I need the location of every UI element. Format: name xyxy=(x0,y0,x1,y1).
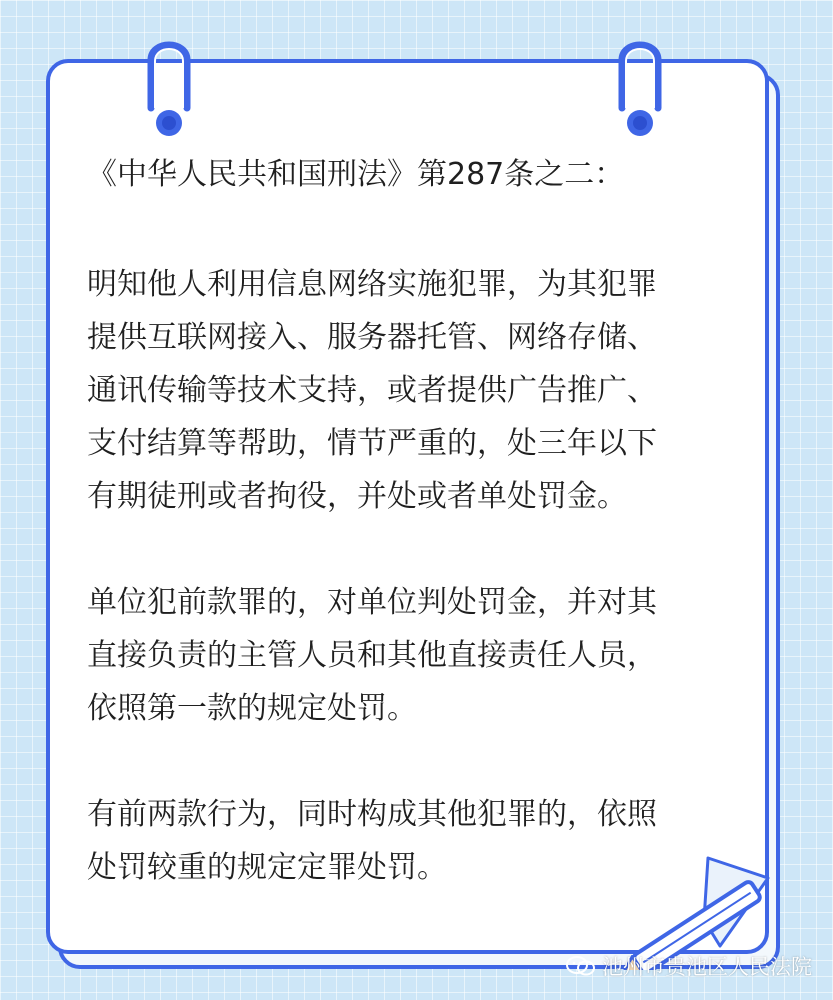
text-line: 依照第一款的规定处罚。 xyxy=(87,691,417,726)
text-line: 单位犯前款罪的，对单位判处罚金，并对其 xyxy=(87,585,657,620)
text-line: 处罚较重的规定定罪处罚。 xyxy=(87,850,447,885)
text-line: 有期徒刑或者拘役，并处或者单处罚金。 xyxy=(87,479,627,514)
text-line: 通讯传输等技术支持，或者提供广告推广、 xyxy=(87,373,657,408)
wechat-icon xyxy=(566,955,596,977)
page-title: 《中华人民共和国刑法》第287条之二： xyxy=(87,157,625,192)
text-line: 有前两款行为，同时构成其他犯罪的，依照 xyxy=(87,797,657,832)
binder-ring-left-icon xyxy=(141,28,197,142)
binder-ring-right-icon xyxy=(612,28,668,142)
watermark xyxy=(566,952,812,980)
paragraph-2 xyxy=(87,576,737,735)
text-line: 提供互联网接入、服务器托管、网络存储、 xyxy=(87,320,657,355)
paragraph-1 xyxy=(87,258,737,523)
text-line: 直接负责的主管人员和其他直接责任人员， xyxy=(87,638,657,673)
watermark-text: 池州市贵池区人民法院 xyxy=(602,955,812,979)
article-content xyxy=(87,148,737,894)
text-line: 支付结算等帮助，情节严重的，处三年以下 xyxy=(87,426,657,461)
text-line: 明知他人利用信息网络实施犯罪，为其犯罪 xyxy=(87,267,657,302)
